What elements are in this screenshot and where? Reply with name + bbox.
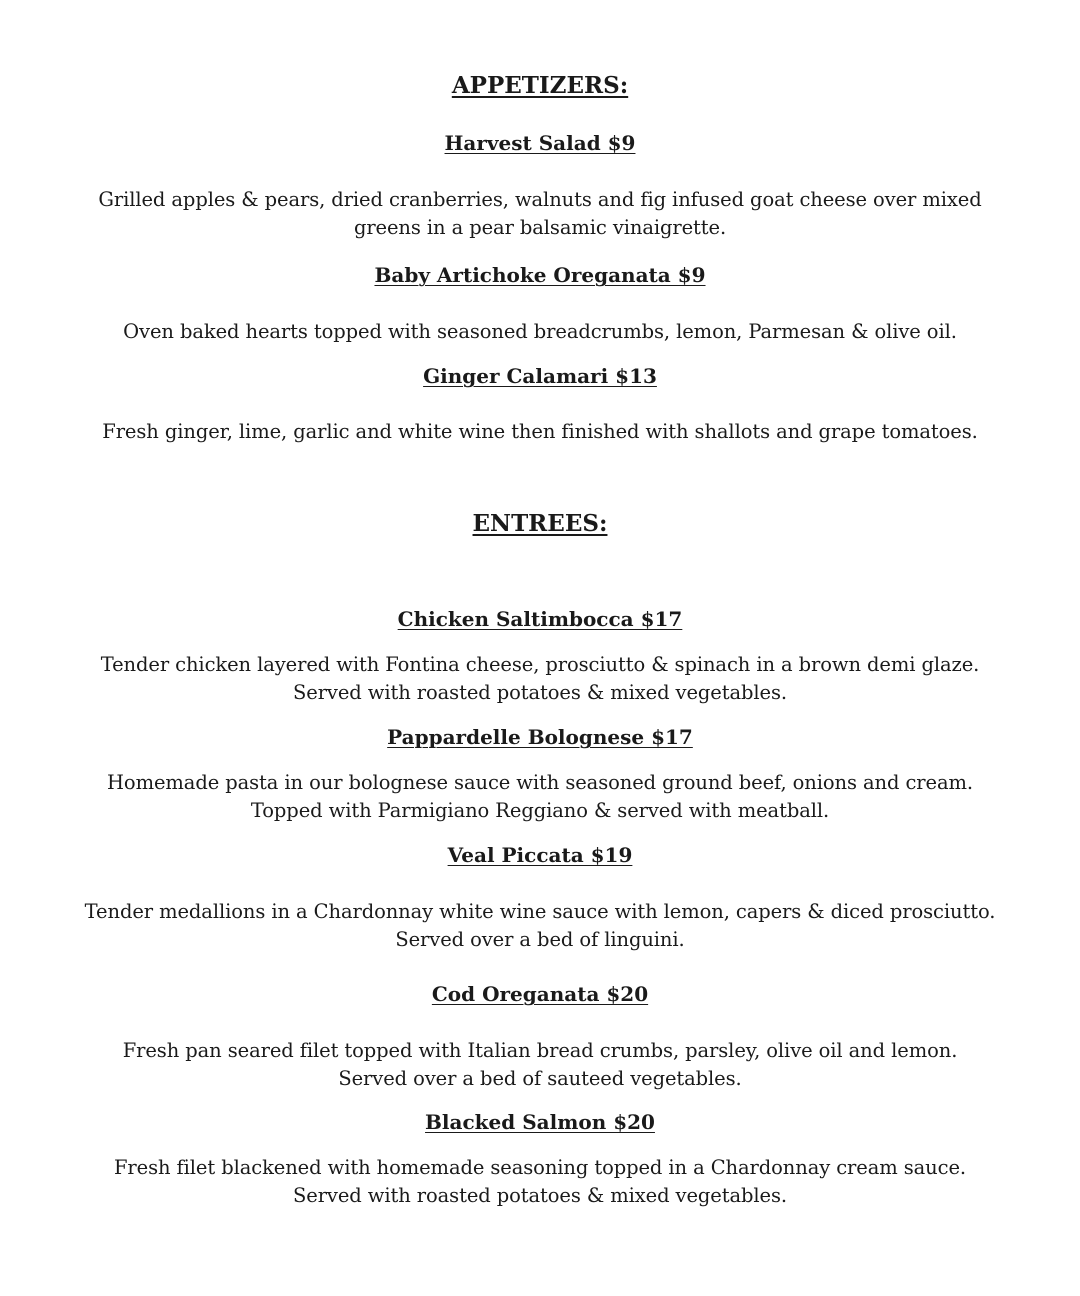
menu-item-title: Chicken Saltimbocca $17 [397,607,683,631]
menu-item-title: Harvest Salad $9 [444,131,636,155]
menu-item-title: Veal Piccata $19 [447,843,633,867]
description-line: Served with roasted potatoes & mixed vegetables. [293,1183,787,1207]
description-line: Topped with Parmigiano Reggiano & served with meatball. [250,798,830,822]
menu-item-description [0,186,1080,241]
menu-item-description [0,1037,1080,1092]
menu-item-description [0,418,1080,446]
menu-item-description [0,651,1080,706]
description-line: Fresh pan seared filet topped with Italian bread crumbs, parsley, olive oil and lemon. [122,1039,958,1062]
description-line: greens in a pear balsamic vinaigrette. [353,215,727,239]
description-line: Fresh filet blackened with homemade seasoning topped in a Chardonnay cream sauce. [113,1156,966,1179]
menu-item-description [0,318,1080,346]
description-line: Grilled apples & pears, dried cranberries, walnuts and fig infused goat cheese over mixed [98,188,982,211]
menu-item-description [0,898,1080,953]
description-line: Served over a bed of linguini. [395,927,685,951]
entrees-heading: ENTREES: [472,510,608,537]
menu-item-title: Baby Artichoke Oreganata $9 [374,263,706,287]
description-line: Tender medallions in a Chardonnay white wine sauce with lemon, capers & diced prosciutto. [84,900,996,923]
appetizers-heading: APPETIZERS: [451,72,629,99]
description-line: Fresh ginger, lime, garlic and white wine then finished with shallots and grape tomatoes. [102,420,978,443]
menu-item-description [0,1154,1080,1209]
menu-item-title: Blacked Salmon $20 [425,1110,655,1134]
description-line: Oven baked hearts topped with seasoned breadcrumbs, lemon, Parmesan & olive oil. [123,320,957,343]
description-line: Served with roasted potatoes & mixed vegetables. [293,680,787,704]
menu-item-title: Pappardelle Bolognese $17 [387,725,693,749]
menu-item-title: Ginger Calamari $13 [423,364,657,388]
menu-item-title: Cod Oreganata $20 [431,982,649,1006]
description-line: Tender chicken layered with Fontina cheese, prosciutto & spinach in a brown demi glaze. [100,653,980,676]
menu-item-description [0,769,1080,824]
description-line: Served over a bed of sauteed vegetables. [338,1066,742,1090]
description-line: Homemade pasta in our bolognese sauce with seasoned ground beef, onions and cream. [107,771,973,794]
